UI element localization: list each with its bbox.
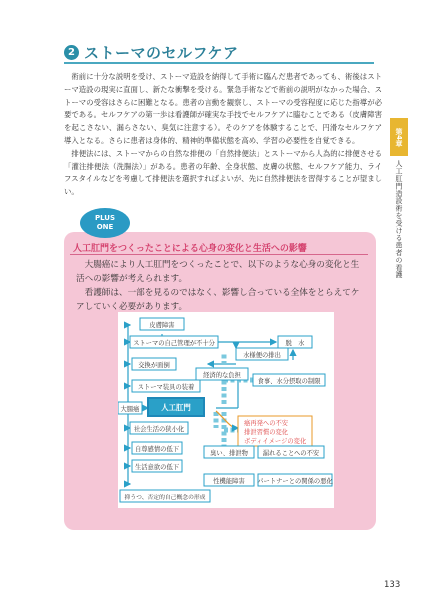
node-qol: 生活意欲の低下 [134, 464, 180, 471]
box-paragraph: 看護師は、一部を見るのではなく、影響し合っている全体をとらえてケアしていく必要があります。 [76, 288, 360, 312]
node-sexual: 性機能障害 [213, 478, 245, 485]
node-smell: 臭い、排泄物 [210, 450, 248, 457]
badge-line1: PLUS [94, 214, 116, 222]
node-social: 社会生活の狭小化 [133, 426, 185, 433]
badge-line2: ONE [96, 223, 114, 231]
box-text [76, 258, 366, 314]
flow-diagram [118, 312, 334, 508]
node-partner: パートナーとの関係の悪化 [257, 478, 333, 485]
node-anxiety3: ボディイメージの変化 [244, 438, 307, 445]
chapter-tab[interactable]: 第4章 [390, 118, 408, 156]
node-dehydration: 脱 水 [285, 340, 305, 347]
node-skin: 皮膚障害 [149, 322, 175, 329]
node-esteem: 自尊感情の低下 [134, 446, 180, 453]
page-number: 133 [384, 580, 401, 590]
node-cost: 経済的な負担 [203, 372, 241, 379]
node-device: ストーマ装具の装着 [137, 384, 195, 391]
node-negative: 抑うつ、否定的自己概念の形成 [124, 495, 206, 501]
node-diet: 食事、水分摂取の制限 [257, 378, 321, 385]
node-exchange: 交換が面倒 [138, 362, 170, 369]
section-heading [64, 42, 239, 63]
node-anxiety1: 癌再発への不安 [244, 420, 289, 427]
box-paragraph: 大腸癌により人工肛門をつくったことで、以下のような心身の変化と生活への影響が考えられます。 [76, 260, 360, 284]
paragraph: 排便法には、ストーマからの自然な排便の「自然排便法」とストーマから人為的に排便させる「灌注排便法（洗腸法）」がある。患者の年齢、全身状態、皮膚の状態、セルフケア能力、ライフスタイルなどを考慮して排便法を選択すればよいが、先に自然排便法を習得することが望ましい。 [64, 148, 382, 197]
box-rule [70, 254, 368, 255]
node-leak: 水様便の排出 [243, 352, 281, 359]
section-number: 2 [64, 45, 79, 60]
section-title: ストーマのセルフケア [84, 44, 239, 62]
node-cancer: 大腸癌 [120, 406, 140, 413]
node-selfcare: ストーマの自己管理が不十分 [133, 340, 215, 347]
chapter-title: 人工肛門造設術を受ける患者の看護 [395, 160, 403, 279]
node-anxiety2: 排泄習慣の変化 [244, 429, 289, 436]
heading-rule [64, 62, 374, 64]
paragraph: 術前に十分な説明を受け、ストーマ造設を納得して手術に臨んだ患者であっても、術後はストーマ造設の現実に直面し、新たな衝撃を受ける。緊急手術などで術前の説明がなかった場合、ストーマの受容はさらに困難となる。患者の言動を観察し、ストーマの受容程度に応じた指導が必要である。セルフケアの第一歩は看護師が確実な手技でセルフケアに臨むことである（皮膚障害を起こさない、漏らさない、臭気に注意する）。そのケアを体験することで、円滑なセルフケア導入となる。さらに患者は身体的、精神的準備状態を高め、学習の必要性を自覚できる。 [64, 72, 382, 145]
node-stoma: 人工肛門 [161, 403, 191, 412]
plus-one-badge [80, 208, 130, 238]
node-fear: 漏れることへの不安 [262, 450, 320, 457]
body-text [64, 71, 382, 199]
box-title: 人工肛門をつくったことによる心身の変化と生活への影響 [73, 244, 307, 254]
